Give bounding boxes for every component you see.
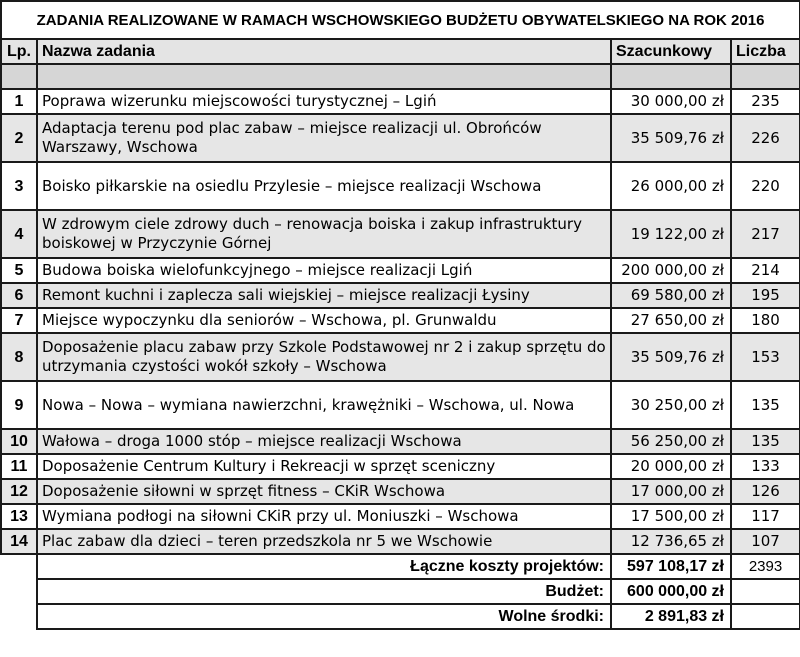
row-name: Doposażenie placu zabaw przy Szkole Podstawowej nr 2 i zakup sprzętu do utrzymania czystości wokół szkoły – Wschowa (37, 333, 611, 381)
table-row (1, 381, 800, 429)
row-name: Budowa boiska wielofunkcyjnego – miejsce realizacji Lgiń (37, 258, 611, 283)
header-votes: Liczba (731, 39, 800, 64)
row-cost: 56 250,00 zł (611, 429, 731, 454)
header-name: Nazwa zadania (37, 39, 611, 64)
row-name: Remont kuchni i zaplecza sali wiejskiej – miejsce realizacji Łysiny (37, 283, 611, 308)
subheader-cell (1, 64, 37, 89)
row-votes: 214 (731, 258, 800, 283)
subheader-cell (37, 64, 611, 89)
row-votes: 220 (731, 162, 800, 210)
row-name: Wymiana podłogi na siłowni CKiR przy ul. Moniuszki – Wschowa (37, 504, 611, 529)
row-votes: 226 (731, 114, 800, 162)
header-cost: Szacunkowy (611, 39, 731, 64)
row-name: Miejsce wypoczynku dla seniorów – Wschowa, pl. Grunwaldu (37, 308, 611, 333)
row-lp: 11 (1, 454, 37, 479)
row-name: Doposażenie Centrum Kultury i Rekreacji w sprzęt sceniczny (37, 454, 611, 479)
table-row (1, 333, 800, 381)
row-lp: 12 (1, 479, 37, 504)
row-lp: 7 (1, 308, 37, 333)
row-cost: 35 509,76 zł (611, 114, 731, 162)
row-cost: 30 000,00 zł (611, 89, 731, 114)
summary-row-free (1, 604, 800, 629)
row-name: W zdrowym ciele zdrowy duch – renowacja boiska i zakup infrastruktury boiskowej w Przyczynie Górnej (37, 210, 611, 258)
subheader-cell (731, 64, 800, 89)
spacer-cell (1, 604, 37, 629)
free-funds-value: 2 891,83 zł (611, 604, 731, 629)
row-lp: 4 (1, 210, 37, 258)
summary-row-total (1, 554, 800, 579)
row-lp: 1 (1, 89, 37, 114)
table-row (1, 504, 800, 529)
spacer-cell (1, 554, 37, 579)
total-label: Łączne koszty projektów: (37, 554, 611, 579)
table-row (1, 89, 800, 114)
spacer-cell (1, 579, 37, 604)
total-votes: 2393 (731, 554, 800, 579)
table-row (1, 258, 800, 283)
row-cost: 200 000,00 zł (611, 258, 731, 283)
budget-value: 600 000,00 zł (611, 579, 731, 604)
table-row (1, 454, 800, 479)
row-votes: 180 (731, 308, 800, 333)
row-cost: 30 250,00 zł (611, 381, 731, 429)
row-votes: 217 (731, 210, 800, 258)
row-name: Plac zabaw dla dzieci – teren przedszkola nr 5 we Wschowie (37, 529, 611, 554)
row-lp: 9 (1, 381, 37, 429)
row-lp: 6 (1, 283, 37, 308)
row-votes: 126 (731, 479, 800, 504)
row-cost: 26 000,00 zł (611, 162, 731, 210)
row-cost: 69 580,00 zł (611, 283, 731, 308)
summary-row-budget (1, 579, 800, 604)
table-title: ZADANIA REALIZOWANE W RAMACH WSCHOWSKIEGO BUDŻETU OBYWATELSKIEGO NA ROK 2016 (1, 1, 800, 39)
table-row (1, 308, 800, 333)
row-lp: 13 (1, 504, 37, 529)
row-lp: 5 (1, 258, 37, 283)
row-cost: 19 122,00 zł (611, 210, 731, 258)
row-votes: 153 (731, 333, 800, 381)
row-votes: 195 (731, 283, 800, 308)
row-name: Doposażenie siłowni w sprzęt fitness – CKiR Wschowa (37, 479, 611, 504)
subheader-cell (611, 64, 731, 89)
row-votes: 133 (731, 454, 800, 479)
row-cost: 27 650,00 zł (611, 308, 731, 333)
free-funds-label: Wolne środki: (37, 604, 611, 629)
row-cost: 17 500,00 zł (611, 504, 731, 529)
row-votes: 107 (731, 529, 800, 554)
row-lp: 2 (1, 114, 37, 162)
row-name: Adaptacja terenu pod plac zabaw – miejsce realizacji ul. Obrońców Warszawy, Wschowa (37, 114, 611, 162)
row-name: Boisko piłkarskie na osiedlu Przylesie – miejsce realizacji Wschowa (37, 162, 611, 210)
row-lp: 14 (1, 529, 37, 554)
header-lp: Lp. (1, 39, 37, 64)
budget-label: Budżet: (37, 579, 611, 604)
row-lp: 3 (1, 162, 37, 210)
table-row (1, 529, 800, 554)
total-value: 597 108,17 zł (611, 554, 731, 579)
row-cost: 35 509,76 zł (611, 333, 731, 381)
table-row (1, 479, 800, 504)
row-votes: 235 (731, 89, 800, 114)
row-votes: 117 (731, 504, 800, 529)
row-name: Wałowa – droga 1000 stóp – miejsce realizacji Wschowa (37, 429, 611, 454)
row-votes: 135 (731, 429, 800, 454)
row-lp: 10 (1, 429, 37, 454)
row-lp: 8 (1, 333, 37, 381)
table-row (1, 114, 800, 162)
budget-empty-cell (731, 579, 800, 604)
row-name: Poprawa wizerunku miejscowości turystycznej – Lgiń (37, 89, 611, 114)
row-votes: 135 (731, 381, 800, 429)
table-row (1, 162, 800, 210)
row-name: Nowa – Nowa – wymiana nawierzchni, krawężniki – Wschowa, ul. Nowa (37, 381, 611, 429)
row-cost: 12 736,65 zł (611, 529, 731, 554)
table-row (1, 283, 800, 308)
free-empty-cell (731, 604, 800, 629)
table-row (1, 429, 800, 454)
row-cost: 20 000,00 zł (611, 454, 731, 479)
row-cost: 17 000,00 zł (611, 479, 731, 504)
table-row (1, 210, 800, 258)
